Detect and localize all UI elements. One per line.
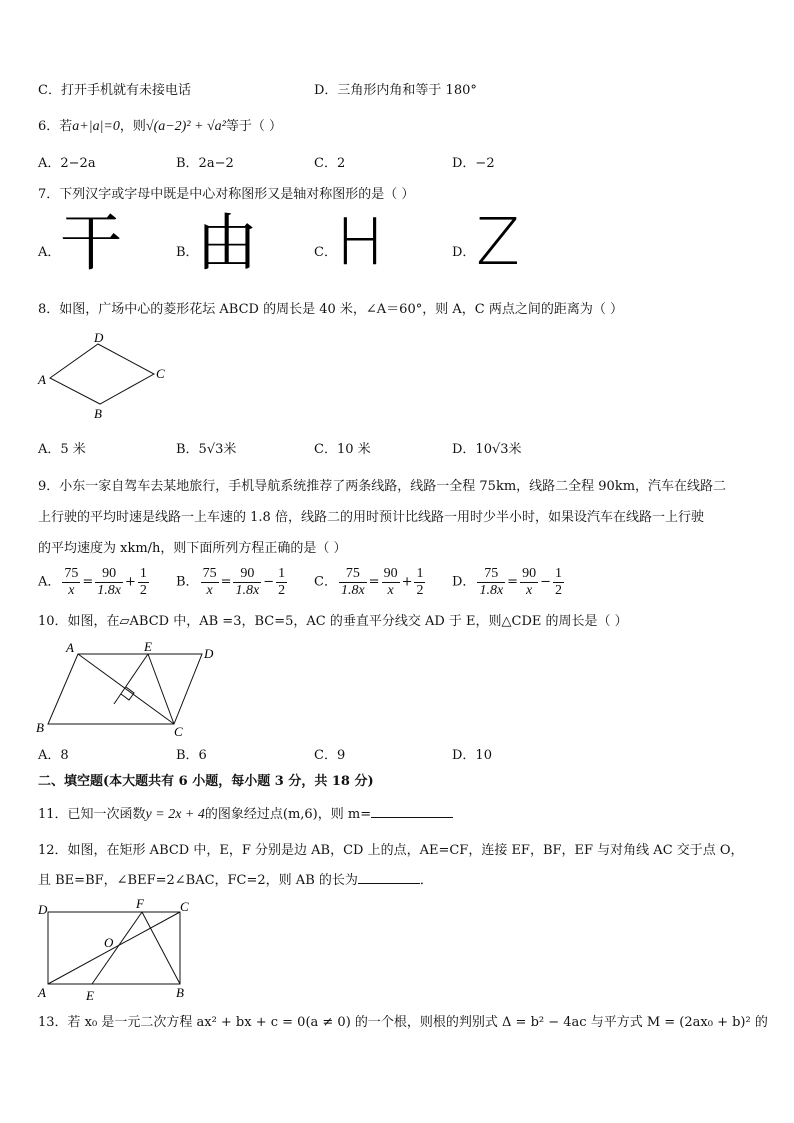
operator: + — [125, 574, 136, 590]
q12-segment-ef — [92, 912, 142, 984]
q11-mid: 的图象经过点(m,6)，则 m= — [204, 807, 372, 822]
q6-condition: a+|a|=0 — [72, 119, 120, 134]
q12-label-f: F — [136, 896, 144, 911]
q7-glyph-d: Z — [476, 206, 520, 280]
fraction — [477, 566, 505, 599]
q9-option-a: A． $\frac{75}{x}$ = $\frac{90}{1.8x}$ + $\frac{1}{2}$ — [38, 566, 147, 598]
numerator: 75 — [64, 566, 79, 581]
q12-label-a: A — [38, 985, 46, 1000]
numerator: 1 — [139, 566, 147, 581]
numerator: 75 — [202, 566, 217, 581]
q12-rectangle-figure — [30, 896, 200, 1006]
q12-label-c: C — [180, 899, 189, 914]
section-fill-in-heading: 二、填空题(本大题共有 6 小题，每小题 3 分，共 18 分) — [38, 774, 374, 789]
q10-parallelogram-figure — [30, 640, 230, 740]
q6-prefix: 6．若 — [38, 119, 73, 134]
q8-option-a: A．5 米 — [38, 442, 86, 457]
fraction — [276, 566, 287, 599]
q10-label-e: E — [144, 640, 152, 654]
q12-label-o: O — [104, 935, 114, 950]
q7-label-a: A． — [38, 245, 61, 260]
denominator: x — [68, 583, 75, 598]
denominator: x — [387, 583, 394, 598]
q8-label-d: D — [94, 330, 104, 345]
fraction — [414, 566, 425, 599]
q10-option-c: C．9 — [314, 748, 346, 763]
q6-suffix: 等于（ ） — [225, 119, 283, 134]
q9-line-3: 的平均速度为 xkm/h，则下面所列方程正确的是（ ） — [38, 541, 347, 556]
numerator: 75 — [477, 566, 505, 583]
q9-option-c-label: C． — [314, 574, 337, 590]
q6-option-d: D．−2 — [452, 156, 495, 171]
q7-glyph-a: 干 — [60, 206, 123, 279]
q12-line-2-text: 且 BE=BF，∠BEF=2∠BAC，FC=2，则 AB 的长为 — [38, 873, 358, 888]
q10-label-b: B — [36, 720, 44, 735]
q12-diagonal-ac — [48, 912, 180, 984]
q12-line-2 — [38, 872, 433, 890]
q9-option-a-label: A． — [38, 574, 61, 590]
q11-stem — [38, 806, 453, 824]
q7-glyph-c: H — [336, 206, 385, 280]
q6-option-c: C．2 — [314, 156, 346, 171]
q12-label-d: D — [38, 902, 48, 917]
q8-label-b: B — [94, 406, 102, 421]
denominator: 2 — [139, 583, 147, 598]
q12-answer-blank[interactable] — [358, 883, 420, 884]
q13-stem: 13．若 x₀ 是一元二次方程 ax² + bx + c = 0(a ≠ 0) 的一个根，则根的判别式 Δ = b² − 4ac 与平方式 M = (2ax₀ + b)² 的 — [38, 1015, 768, 1030]
denominator: 2 — [416, 583, 424, 598]
fraction — [233, 566, 261, 599]
q11-prefix: 11．已知一次函数 — [38, 807, 146, 822]
q6-stem — [38, 118, 282, 136]
q9-option-d: D． $\frac{75}{1.8x}$ = $\frac{90}{x}$ − $\frac{1}{2}$ — [452, 566, 562, 598]
numerator: 75 — [339, 566, 367, 583]
denominator: 1.8x — [235, 583, 260, 598]
operator: + — [401, 574, 413, 590]
q7-label-d: D． — [452, 245, 476, 260]
q10-label-c: C — [174, 724, 183, 739]
q10-parallelogram — [48, 654, 202, 724]
q12-line-1: 12．如图，在矩形 ABCD 中，E，F 分别是边 AB，CD 上的点，AE=CF，连接 EF，BF，EF 与对角线 AC 交于点 O， — [38, 843, 744, 858]
fraction — [201, 566, 219, 599]
denominator: 1.8x — [479, 583, 504, 598]
fraction — [62, 566, 80, 599]
q9-option-d-label: D． — [452, 574, 476, 590]
q9-option-b-label: B． — [176, 574, 199, 590]
q10-segment-ec — [148, 654, 174, 724]
q8-option-c: C．10 米 — [314, 442, 371, 457]
q9-line-1: 9．小东一家自驾车去某地旅行，手机导航系统推荐了两条线路，线路一全程 75km，线路二全程 90km，汽车在线路二 — [38, 479, 727, 494]
q8-rhombus-figure — [34, 328, 174, 424]
q6-option-a: A．2−2a — [38, 156, 96, 171]
q9-line-2: 上行驶的平均时速是线路一上车速的 1.8 倍，线路二的用时预计比线路一用时少半小时，如果设汽车在线路一上行驶 — [38, 510, 704, 525]
denominator: 1.8x — [97, 583, 122, 598]
q10-diagonal-ac — [78, 654, 174, 724]
q9-option-c: C． $\frac{75}{1.8x}$ = $\frac{90}{x}$ + $\frac{1}{2}$ — [314, 566, 424, 598]
q8-option-d: D．10√3米 — [452, 442, 522, 457]
q7-label-b: B． — [176, 245, 199, 260]
q6-option-b: B．2a−2 — [176, 156, 234, 171]
operator: − — [263, 574, 275, 590]
fraction — [138, 566, 149, 599]
q5-option-c: C．打开手机就有未接电话 — [38, 83, 191, 98]
denominator: 1.8x — [340, 583, 365, 598]
denominator: x — [525, 583, 533, 598]
q11-answer-blank[interactable] — [371, 817, 453, 818]
q10-label-a: A — [66, 640, 74, 655]
q8-label-c: C — [156, 366, 165, 381]
operator: − — [540, 574, 551, 590]
q7-label-c: C． — [314, 245, 337, 260]
numerator: 90 — [383, 566, 398, 581]
q8-rhombus — [50, 344, 154, 404]
fraction — [553, 566, 564, 599]
q12-line-2-end: ． — [419, 873, 433, 888]
q7-stem: 7．下列汉字或字母中既是中心对称图形又是轴对称图形的是（ ） — [38, 187, 415, 202]
fraction — [95, 566, 123, 599]
numerator: 1 — [278, 566, 286, 581]
q10-option-d: D．10 — [452, 748, 492, 763]
q11-expression: y = 2x + 4 — [145, 807, 205, 822]
q10-option-a: A．8 — [38, 748, 69, 763]
q5-option-d: D．三角形内角和等于 180° — [314, 83, 477, 98]
denominator: 2 — [554, 583, 562, 598]
numerator: 90 — [233, 566, 261, 583]
q12-label-e: E — [86, 988, 94, 1003]
q10-option-b: B．6 — [176, 748, 207, 763]
numerator: 1 — [554, 566, 562, 581]
q10-label-d: D — [204, 646, 214, 661]
numerator: 1 — [416, 566, 424, 581]
q6-mid: ，则 — [119, 119, 146, 134]
numerator: 90 — [95, 566, 123, 583]
q8-stem: 8．如图，广场中心的菱形花坛 ABCD 的周长是 40 米，∠A＝60°，则 A，C 两点之间的距离为（ ） — [38, 302, 623, 317]
q12-label-b: B — [176, 985, 184, 1000]
q6-expression: √(a−2)² + √a² — [145, 119, 226, 134]
q8-label-a: A — [38, 372, 46, 387]
fraction — [382, 566, 400, 599]
denominator: 2 — [278, 583, 286, 598]
fraction — [339, 566, 367, 599]
numerator: 90 — [522, 566, 537, 581]
q8-option-b: B．5√3米 — [176, 442, 237, 457]
denominator: x — [206, 583, 213, 598]
q9-option-b: B． $\frac{75}{x}$ = $\frac{90}{1.8x}$ − $\frac{1}{2}$ — [176, 566, 286, 598]
q7-glyph-b: 由 — [196, 206, 259, 279]
fraction — [520, 566, 538, 599]
q10-stem: 10．如图，在▱ABCD 中，AB =3，BC=5，AC 的垂直平分线交 AD 于 E，则△CDE 的周长是（ ） — [38, 614, 628, 629]
